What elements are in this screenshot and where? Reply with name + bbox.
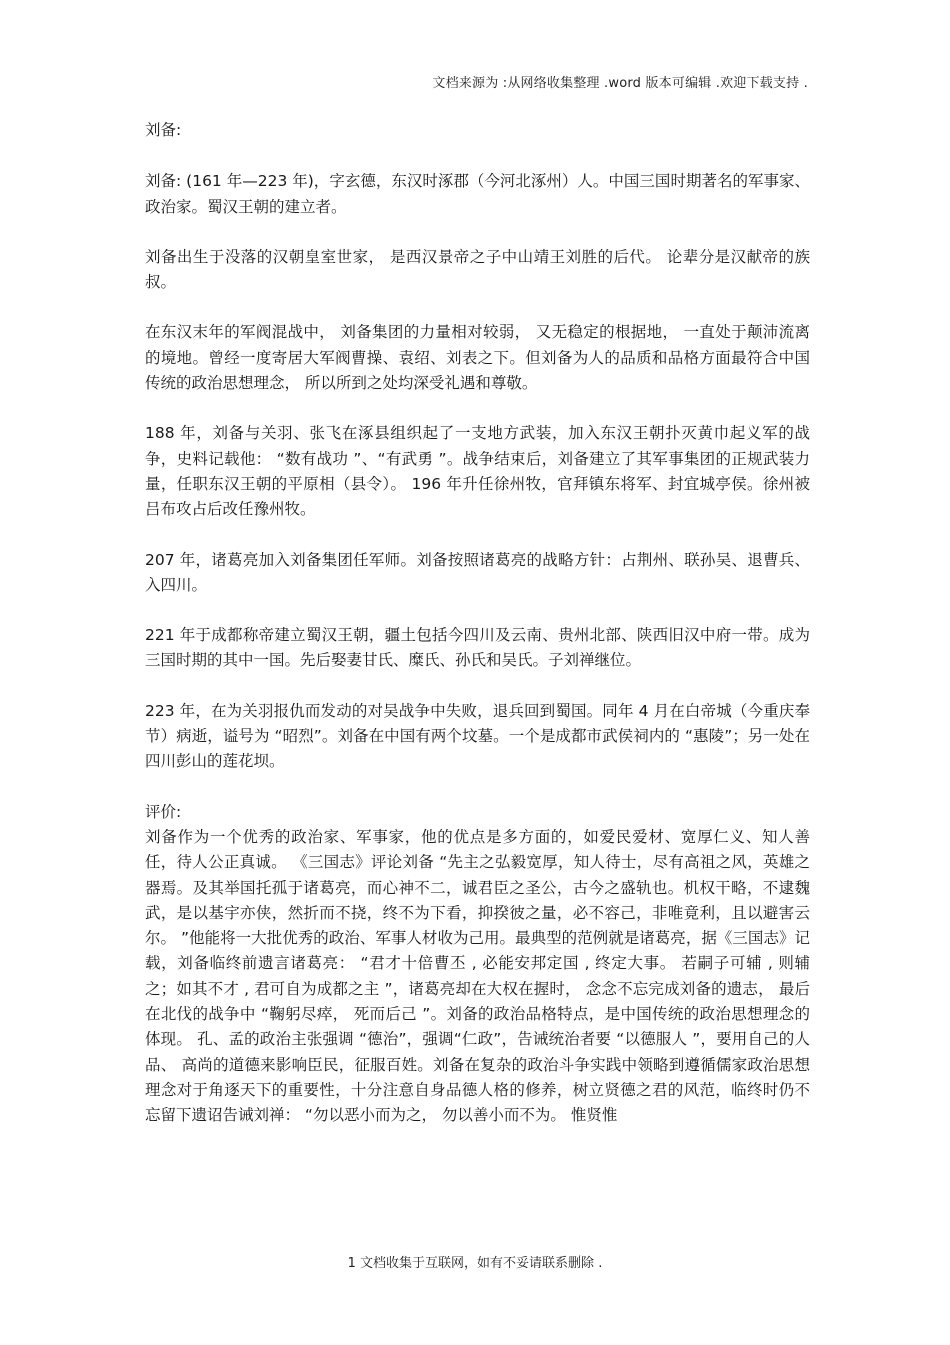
document-title: 刘备:: [145, 121, 182, 139]
paragraph-intro: 刘备: (161 年—223 年)，字玄德，东汉时涿郡（今河北涿州）人。中国三国时期著名的军事家、政治家。蜀汉王朝的建立者。: [145, 172, 810, 216]
paragraph-warlord-era: 在东汉末年的军阀混战中， 刘备集团的力量相对较弱， 又无稳定的根据地， 一直处于颠沛流离的境地。曾经一度寄居大军阀曹操、袁绍、刘表之下。但刘备为人的品质和品格方面最符合中国传统的政治思想理念， 所以所到之处均深受礼遇和尊敬。: [145, 323, 810, 393]
paragraph-221: 221 年于成都称帝建立蜀汉王朝，疆土包括今四川及云南、贵州北部、陕西旧汉中府一带。成为三国时期的其中一国。先后娶妻甘氏、糜氏、孙氏和吴氏。子刘禅继位。: [145, 626, 810, 670]
paragraph-origin: 刘备出生于没落的汉朝皇室世家， 是西汉景帝之子中山靖王刘胜的后代。 论辈分是汉献帝的族叔。: [145, 247, 810, 292]
paragraph-223: 223 年，在为关羽报仇而发动的对吴战争中失败，退兵回到蜀国。同年 4 月在白帝城（今重庆奉节）病逝，谥号为 “昭烈”。刘备在中国有两个坟墓。一个是成都市武侯祠内的 “惠陵”；另一处在四川彭山的莲花坝。: [145, 701, 810, 771]
page-footer-note: 1 文档收集于互联网，如有不妥请联系删除 .: [347, 1256, 603, 1271]
page-header-note: 文档来源为 :从网络收集整理 .word 版本可编辑 .欢迎下载支持 .: [432, 76, 808, 91]
evaluation-label: 评价:: [145, 802, 182, 821]
paragraph-207: 207 年，诸葛亮加入刘备集团任军师。刘备按照诸葛亮的战略方针：占荆州、联孙吴、退曹兵、入四川。: [145, 550, 810, 594]
document-body: [145, 118, 810, 1129]
paragraph-188: 188 年，刘备与关羽、张飞在涿县组织起了一支地方武装，加入东汉王朝扑灭黄巾起义军的战争，史料记载他： “数有战功 ”、“有武勇 ”。战争结束后，刘备建立了其军事集团的正规武装力量，任职东汉王朝的平原相（县令）。 196 年升任徐州牧，官拜镇东将军、封宜城亭侯。徐州被吕布攻占后改任豫州牧。: [145, 424, 810, 519]
evaluation-text: 刘备作为一个优秀的政治家、军事家，他的优点是多方面的，如爱民爱材、宽厚仁义、知人善任，待人公正真诚。 《三国志》评论刘备 “先主之弘毅宽厚，知人待士，尽有高祖之风，英雄之器焉。及其举国托孤于诸葛亮，而心神不二，诚君臣之圣公，古今之盛轨也。机权干略，不逮魏武，是以基宇亦侠，然折而不挠，终不为下看，抑揆彼之量，必不容己，非唯竟利，且以避害云尔。 ”他能将一大批优秀的政治、军事人材收为己用。最典型的范例就是诸葛亮，据《三国志》记载，刘备临终前遗言诸葛亮： “君才十倍曹丕 , 必能安邦定国 , 终定大事。 若嗣子可辅 , 则辅之；如其不才 , 君可自为成都之主 ”，诸葛亮却在大权在握时， 念念不忘完成刘备的遗志， 最后在北伐的战争中 “鞠躬尽瘁， 死而后己 ”。刘备的政治品格特点，是中国传统的政治思想理念的体现。 孔、孟的政治主张强调 “德治”，强调“仁政”，告诫统治者要 “以德服人 ”，要用自己的人品、 高尚的道德来影响臣民，征服百姓。刘备在复杂的政治斗争实践中领略到遵循儒家政治思想理念对于角逐天下的重要性，十分注意自身品德人格的修养，树立贤德之君的风范，临终时仍不忘留下遗诏告诫刘禅： “勿以恶小而为之， 勿以善小而不为。 惟贤惟: [145, 827, 810, 1125]
